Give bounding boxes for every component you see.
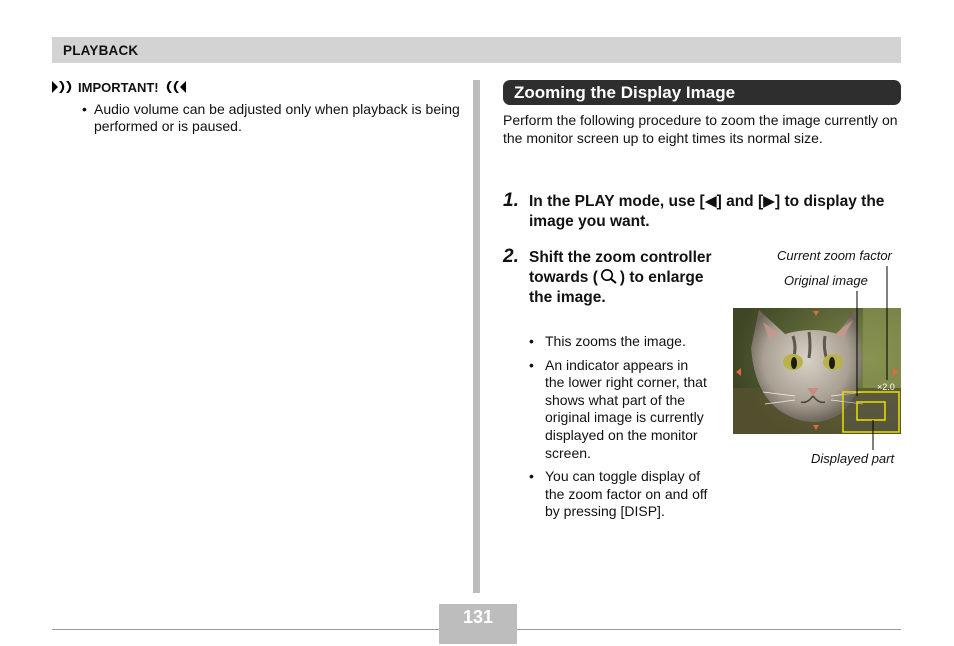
page-number: 131 <box>462 607 494 627</box>
step-2-text-before: Shift the zoom controller towards ( <box>529 249 712 286</box>
intro-paragraph: Perform the following procedure to zoom the image currently on the monitor screen up to eight times its normal size. <box>503 112 898 146</box>
bullet-marker: • <box>529 468 534 485</box>
step-1-text: In the PLAY mode, use [◀] and [▶] to display the image you want. <box>529 193 885 230</box>
step-2-text-after: ) to enlarge the image. <box>529 269 704 306</box>
label-original-image: Original image <box>784 273 868 288</box>
step-1-number: 1. <box>503 190 519 211</box>
important-label: IMPORTANT! <box>78 79 159 95</box>
step-2-number: 2. <box>503 246 519 267</box>
list-item-text: This zooms the image. <box>545 333 686 349</box>
label-current-zoom-factor: Current zoom factor <box>777 248 892 263</box>
bullet-marker: • <box>529 356 534 373</box>
list-item-text: You can toggle display of the zoom factor on and off by pressing [DISP]. <box>545 468 708 520</box>
section-header-title: PLAYBACK <box>63 43 139 58</box>
list-item-text: An indicator appears in the lower right corner, that shows what part of the original image is currently displayed on the monitor screen. <box>545 356 707 461</box>
label-displayed-part: Displayed part <box>811 451 895 466</box>
zoom-factor-readout: ×2.0 <box>877 382 895 392</box>
page-number-box <box>439 604 517 644</box>
section-title: Zooming the Display Image <box>514 83 736 102</box>
bullet-marker: • <box>529 333 534 349</box>
important-bullet-text: Audio volume can be adjusted only when playback is being performed or is paused. <box>94 101 460 134</box>
bullet-marker: • <box>82 101 87 117</box>
